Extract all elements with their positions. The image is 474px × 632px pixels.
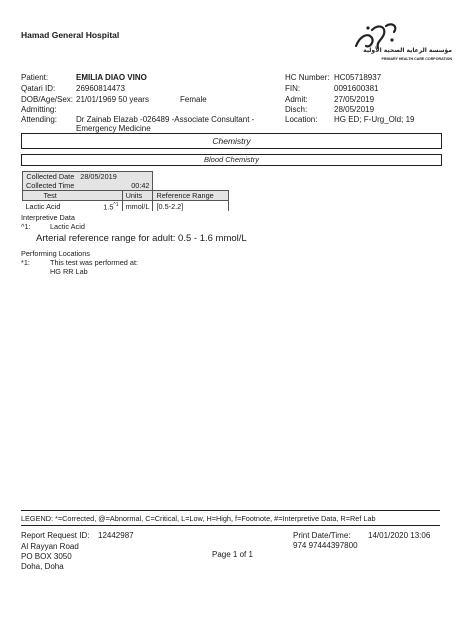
fin-value: 0091600381 [334, 84, 379, 93]
interpretive-marker: ^1: [21, 222, 31, 231]
report-request-value: 12442987 [98, 531, 134, 540]
interpretive-note: Arterial reference range for adult: 0.5 - 1.6 mmol/L [36, 233, 247, 244]
collected-time-label: Collected Time [23, 181, 78, 191]
admit-value: 27/05/2019 [334, 95, 375, 104]
collected-date-value: 28/05/2019 [77, 172, 153, 182]
sex-value: Female [180, 95, 207, 104]
row-result-value: 1.5 [103, 202, 114, 212]
hc-number-label: HC Number: [285, 73, 330, 82]
legend-text: LEGEND: *=Corrected, @=Abnormal, C=Critical, L=Low, H=High, f=Footnote, #=Interpretive Data, R=Ref Lab [21, 514, 376, 523]
performing-marker: *1: [21, 258, 30, 267]
phone-number: 974 97444397800 [293, 541, 358, 550]
attending-label: Attending: [21, 115, 58, 124]
row-test-name: Lactic Acid [25, 201, 61, 211]
attending-value-line1: Dr Zainab Elazab -026489 -Associate Consultant - [76, 115, 255, 124]
dob-label: DOB/Age/Sex: [21, 95, 74, 104]
subsection-title-blood-chemistry: Blood Chemistry [21, 154, 442, 166]
qatari-id-label: Qatari ID: [21, 84, 56, 93]
logo-english-text: PRIMARY HEALTH CARE CORPORATION [381, 57, 452, 61]
address-line-2: PO BOX 3050 [21, 552, 72, 561]
admit-label: Admit: [285, 95, 308, 104]
print-datetime-label: Print Date/Time: [293, 531, 351, 540]
section-title-chemistry: Chemistry [21, 133, 442, 149]
patient-name: EMILIA DIAO VINO [76, 73, 147, 82]
collected-time-row [23, 181, 235, 191]
row-reference-range: [0.5-2.2] [153, 201, 228, 212]
collected-date-row [23, 172, 235, 182]
collected-time-value: 00:42 [77, 181, 153, 191]
footer-divider-top [21, 510, 440, 511]
print-datetime-value: 14/01/2020 13:06 [368, 531, 431, 540]
disch-label: Disch: [285, 105, 308, 114]
disch-value: 28/05/2019 [334, 105, 375, 114]
performing-line1: This test was performed at: [50, 258, 139, 267]
result-table [22, 171, 235, 211]
fin-label: FIN: [285, 84, 301, 93]
header-reference-range: Reference Range [153, 191, 228, 201]
hc-number-value: HC05718937 [334, 73, 382, 82]
header-test: Test [23, 191, 78, 201]
logo-arabic-text: مؤسسة الرعاية الصحية الأولية [363, 47, 452, 54]
performing-heading: Performing Locations [21, 249, 90, 258]
phcc-logo-graphic [348, 20, 454, 64]
header-units: Units [122, 191, 153, 201]
location-value: HG ED; F-Urg_Old; 19 [334, 115, 415, 124]
collected-date-label: Collected Date [23, 172, 78, 182]
dob-value: 21/01/1969 50 years [76, 95, 149, 104]
interpretive-test-name: Lactic Acid [50, 222, 85, 231]
attending-value-line2: Emergency Medicine [76, 124, 151, 133]
performing-lab: HG RR Lab [50, 267, 88, 276]
row-result-flag: ^1 [113, 202, 119, 208]
phcc-logo-icon [348, 20, 454, 64]
table-row [23, 201, 235, 212]
address-line-3: Doha, Doha [21, 562, 64, 571]
patient-label: Patient: [21, 73, 49, 82]
footer-divider-bottom [21, 525, 440, 526]
row-units: mmol/L [122, 201, 153, 212]
report-request-label: Report Request ID: [21, 531, 90, 540]
address-line-1: Al Rayyan Road [21, 542, 79, 551]
admitting-label: Admitting: [21, 105, 57, 114]
location-label: Location: [285, 115, 318, 124]
page-number: Page 1 of 1 [212, 550, 253, 559]
interpretive-heading: Interpretive Data [21, 213, 75, 222]
qatari-id-value: 26960814473 [76, 84, 125, 93]
hospital-name: Hamad General Hospital [21, 30, 120, 40]
table-header-row [23, 191, 235, 201]
